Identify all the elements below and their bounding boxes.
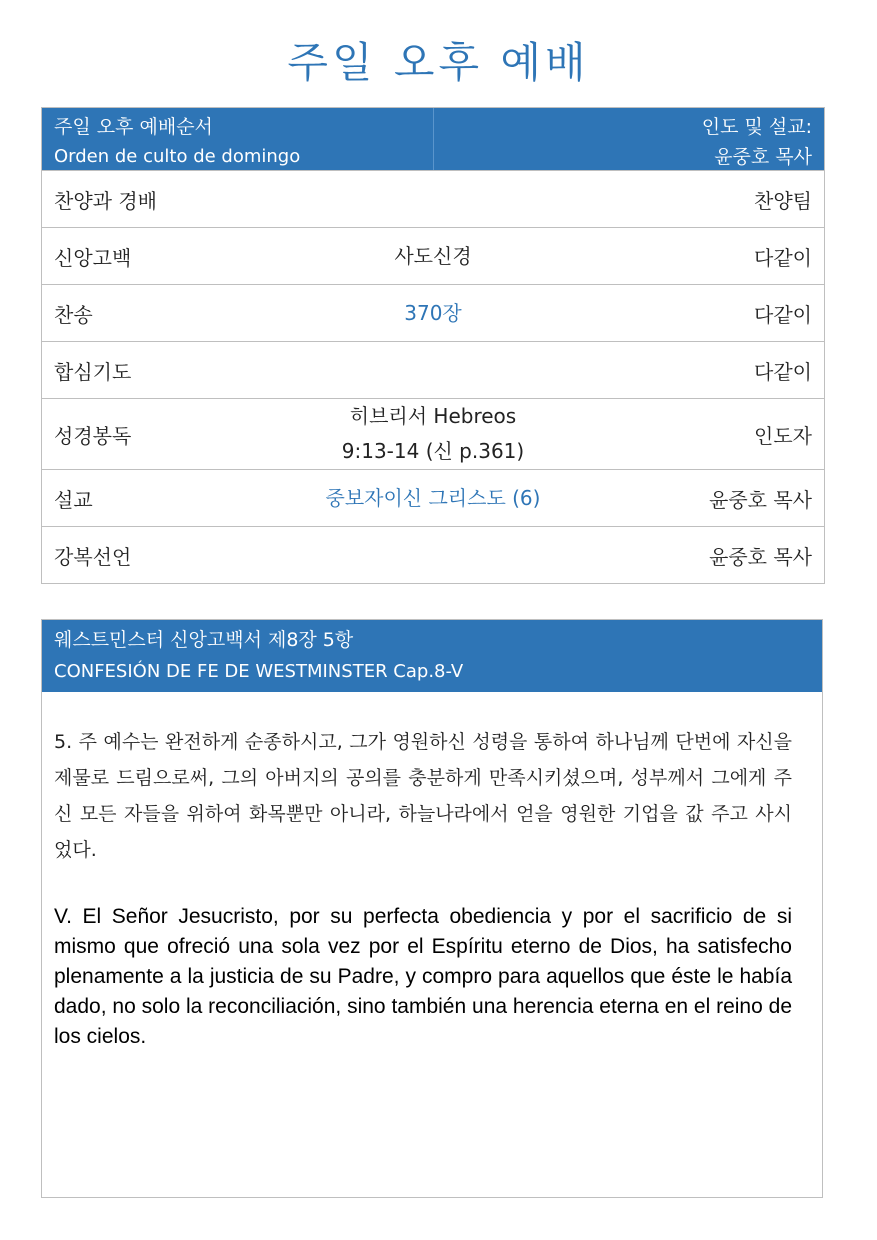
order-leader: 인도자 [754, 423, 812, 448]
leader-label: 인도 및 설교: [701, 116, 812, 138]
page-title: 주일 오후 예배 [287, 38, 590, 87]
order-row-sermon [42, 469, 824, 526]
order-row-praise [42, 170, 824, 227]
order-item: 신앙고백 [54, 245, 132, 270]
order-row-benediction [42, 526, 824, 583]
confession-box [41, 619, 823, 1198]
confession-title-ko: 웨스트민스터 신앙고백서 제8장 5항 [54, 629, 354, 651]
order-item: 찬송 [54, 302, 93, 327]
order-leader: 찬양팀 [754, 188, 812, 213]
order-detail: 중보자이신 그리스도 (6) [325, 485, 541, 510]
order-leader: 다같이 [754, 245, 812, 270]
worship-order-table [41, 107, 825, 584]
order-leader: 윤중호 목사 [709, 544, 812, 569]
order-detail: 370장 [404, 300, 462, 325]
order-row-scripture [42, 398, 824, 469]
order-item: 합심기도 [54, 359, 132, 384]
order-header [42, 108, 824, 170]
order-leader: 윤중호 목사 [709, 487, 812, 512]
order-leader: 다같이 [754, 359, 812, 384]
scripture-reference: 9:13-14 (신 p.361) [341, 439, 525, 463]
order-item: 설교 [54, 487, 93, 512]
order-detail: 사도신경 [394, 243, 472, 268]
confession-title-es: CONFESIÓN DE FE DE WESTMINSTER Cap.8-V [54, 661, 464, 682]
leader-name: 윤중호 목사 [714, 146, 812, 168]
confession-text-es: V. El Señor Jesucristo, por su perfecta obediencia y por el sacrificio de si mismo que ofreció una sola vez por el Espíritu eterno de Dios, ha satisfecho plenamente a la justicia de su Padre, y compro para aquellos que éste le había dado, no solo la reconciliación, sino también una herencia eterna en el reino de los cielos. [54, 905, 792, 1048]
order-item: 찬양과 경배 [54, 188, 157, 213]
order-row-prayer [42, 341, 824, 398]
order-header-right [434, 108, 824, 170]
order-item: 성경봉독 [54, 423, 132, 448]
order-leader: 다같이 [754, 302, 812, 327]
order-row-creed [42, 227, 824, 284]
confession-header [42, 620, 822, 692]
order-row-hymn [42, 284, 824, 341]
order-detail [242, 399, 624, 469]
confession-text-ko: 5. 주 예수는 완전하게 순종하시고, 그가 영원하신 성령을 통하여 하나님께 단번에 자신을 제물로 드림으로써, 그의 아버지의 공의를 충분하게 만족시키셨으며, 성부께서 그에게 주신 모든 자들을 위하여 화목뿐만 아니라, 하늘나라에서 얻을 영원한 기업을 값 주고 사시었다. [54, 731, 792, 861]
order-header-left [42, 108, 434, 170]
order-item: 강복선언 [54, 544, 132, 569]
scripture-book: 히브리서 Hebreos [349, 404, 517, 428]
order-title-es: Orden de culto de domingo [54, 146, 301, 167]
order-title-ko: 주일 오후 예배순서 [54, 116, 213, 138]
